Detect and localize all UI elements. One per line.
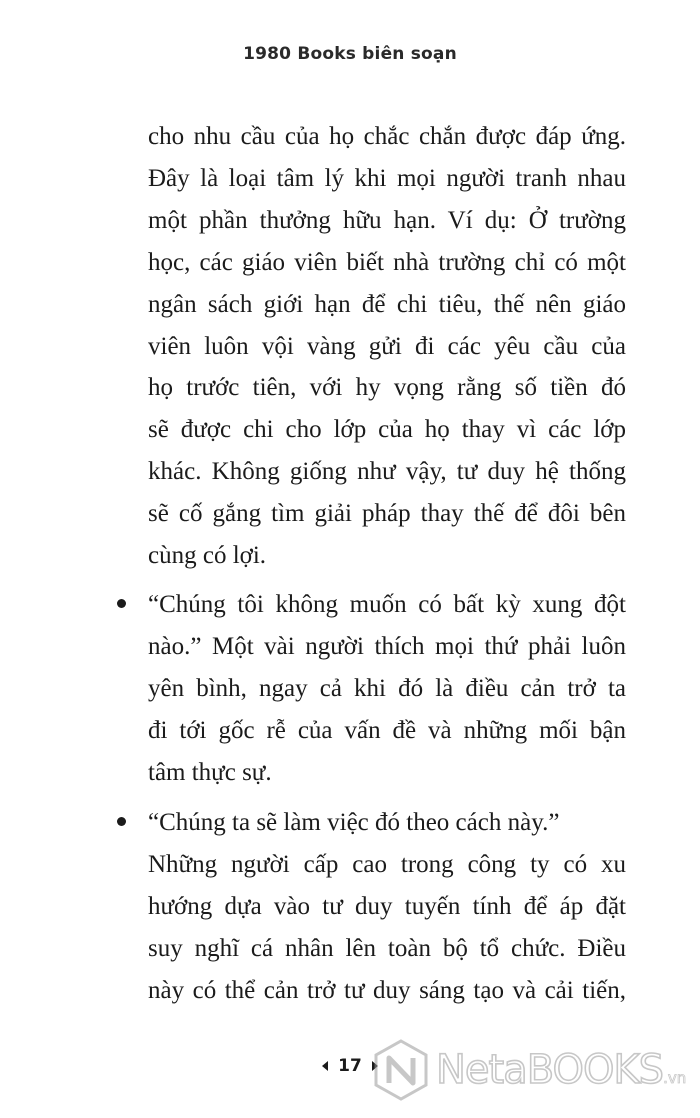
text-line: nào.” Một vài người thích mọi thứ phải luôn	[148, 632, 626, 660]
bullet-marker	[115, 597, 129, 611]
bullet-item	[148, 802, 626, 1012]
text-line: ngân sách giới hạn để chi tiêu, thế nên giáo	[148, 290, 626, 318]
watermark	[372, 1034, 692, 1106]
text-line: sẽ được chi cho lớp của họ thay vì các lớp	[148, 416, 626, 444]
text-line: “Chúng tôi không muốn có bất kỳ xung đột	[148, 591, 626, 618]
text-line: Những người cấp cao trong công ty có xu	[148, 850, 626, 878]
text-line: suy nghĩ cá nhân lên toàn bộ tổ chức. Điều	[148, 934, 626, 962]
bullet-marker	[115, 815, 129, 829]
running-head: 1980 Books biên soạn	[243, 44, 457, 64]
n-hexagon-logo-icon	[372, 1038, 430, 1102]
text-line: “Chúng ta sẽ làm việc đó theo cách này.”	[148, 809, 560, 836]
text-line: một phần thưởng hữu hạn. Ví dụ: Ở trường	[148, 206, 626, 234]
text-line: hướng dựa vào tư duy tuyến tính để áp đặt	[148, 892, 626, 920]
bullet-item	[148, 584, 626, 794]
paragraph-continuation	[148, 116, 626, 577]
watermark-brand: NetaBOOKS.vn	[436, 1047, 687, 1093]
text-line: khác. Không giống như vậy, tư duy hệ thống	[148, 458, 626, 486]
text-line: cùng có lợi.	[148, 542, 267, 570]
text-line: tâm thực sự.	[148, 758, 272, 786]
text-line: viên luôn vội vàng gửi đi các yêu cầu của	[148, 332, 626, 360]
text-line: đi tới gốc rễ của vấn đề và những mối bận	[148, 716, 626, 744]
text-line: cho nhu cầu của họ chắc chắn được đáp ứng.	[148, 123, 626, 150]
text-line: học, các giáo viên biết nhà trường chỉ có một	[148, 248, 626, 276]
page-number: 17	[338, 1056, 362, 1076]
text-line: họ trước tiên, với hy vọng rằng số tiền đó	[148, 374, 626, 402]
text-line: Đây là loại tâm lý khi mọi người tranh nhau	[148, 164, 626, 192]
text-line: sẽ cố gắng tìm giải pháp thay thế để đôi bên	[148, 500, 626, 528]
text-line: này có thể cản trở tư duy sáng tạo và cải tiến,	[148, 976, 626, 1004]
triangle-left-icon	[322, 1061, 328, 1071]
text-line: yên bình, ngay cả khi đó là điều cản trở ta	[148, 674, 626, 702]
